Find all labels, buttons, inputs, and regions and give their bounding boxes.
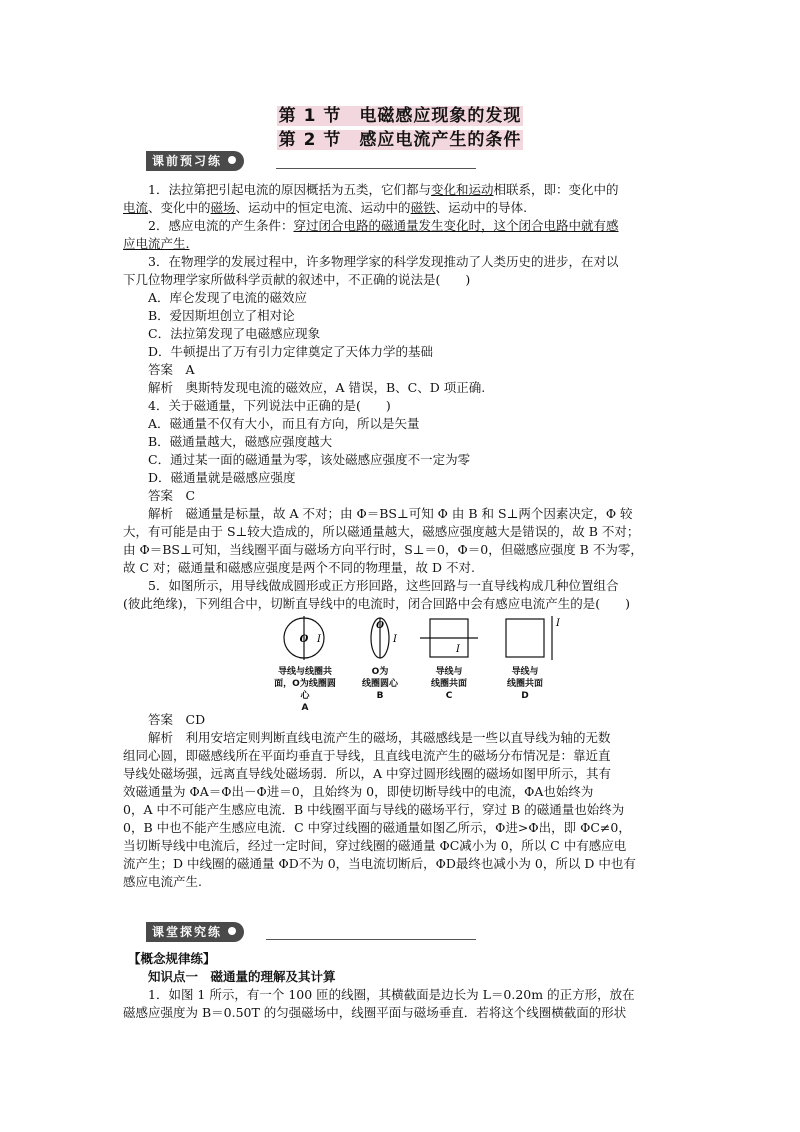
q4-analysis-1: 解析 磁通量是标量，故 A 不对；由 Φ＝BS⊥可知 Φ 由 B 和 S⊥两个因素决定，Φ 较 [148,506,633,521]
q5-analysis-3: 导线处磁场强，远离直导线处磁场弱．所以，A 中穿过圆形线圈的磁场如图甲所示，其有 [123,766,612,781]
explore-p1-line2: 磁感应强度为 B＝0.50T 的匀强磁场中，线圈平面与磁场垂直．若将这个线圈横截面的形状 [123,1005,627,1020]
section-label: 课堂探究练 [146,922,244,942]
section-banner-explore [146,922,476,944]
figure-b-center-label: O [376,621,384,631]
q5-answer: 答案 CD [148,712,206,727]
section-rule [276,168,476,169]
figure-a-center-label: O [299,634,309,645]
q3-analysis: 解析 奥斯特发现电流的磁效应，A 错误，B、C、D 项正确. [148,380,486,395]
q4-analysis-4: 故 C 对；磁通量和磁感应强度是两个不同的物理量，故 D 不对. [123,560,475,575]
q4-option-a: A．磁通量不仅有大小，而且有方向，所以是矢量 [148,416,420,431]
q5-figure [270,616,580,713]
q5-analysis-2: 组同心圆，即磁感线所在平面均垂直于导线，且直线电流产生的磁场分布情况是：靠近直 [123,748,611,763]
q3-option-b: B．爱因斯坦创立了相对论 [148,308,295,323]
figure-c-caption: 导线与 线圈共面 C [430,667,467,701]
q3-option-a: A．库仑发现了电流的磁效应 [148,290,308,305]
title-section-2: 第 2 节 感应电流产生的条件 [278,130,522,150]
q3-option-d: D．牛顿提出了万有引力定律奠定了天体力学的基础 [148,344,434,359]
q4-option-b: B．磁通量越大，磁感应强度越大 [148,434,333,449]
preview-p2-line1: 2．感应电流的产生条件：穿过闭合电路的磁通量发生变化时，这个闭合电路中就有感 [148,218,619,233]
q5-analysis-9: 感应电流产生. [123,874,202,889]
q3-option-c: C．法拉第发现了电磁感应现象 [148,326,321,341]
q5-analysis-7: 当切断导线中电流后，经过一定时间，穿过线圈的磁通量 ΦC减小为 0，所以 C 中有感应电 [123,838,627,853]
preview-p2-line2: 应电流产生. [123,236,190,251]
concept-heading: 【概念规律练】 [128,951,216,966]
figure-b-current-label: I [393,634,397,645]
q5-analysis-6: 0，B 中也不能产生感应电流．C 中穿过线圈的磁通量如图乙所示，Φ进>Φ出，即 ΦC≠0， [123,820,631,835]
q4-option-d: D．磁通量就是磁感应强度 [148,470,296,485]
q5-stem-2: (彼此绝缘)，下列组合中，切断直导线中的电流时，闭合回路中会有感应电流产生的是( ) [123,596,631,611]
explore-p1-line1: 1．如图 1 所示，有一个 100 匝的线圈，其横截面是边长为 L＝0.20m 的正方形，放在 [148,987,635,1002]
figure-a-caption: 导线与线圈共 面，O为线圈圆心 A [274,667,336,713]
q4-analysis-2: 大，有可能是由于 S⊥较大造成的，所以磁通量越大，磁感应强度越大是错误的，故 B 不对； [123,524,640,539]
preview-p1-line2: 电流、变化中的磁场、运动中的恒定电流、运动中的磁铁、运动中的导体. [123,200,528,215]
bullet-dot-icon [228,156,236,164]
bullet-dot-icon [228,927,236,935]
preview-p1-line1: 1．法拉第把引起电流的原因概括为五类，它们都与变化和运动相联系，即：变化中的 [148,182,619,197]
figure-a-current-label: I [317,634,321,645]
q5-analysis-5: 0，A 中不可能产生感应电流．B 中线圈平面与导线的磁场平行，穿过 B 的磁通量也始终为 [123,802,625,817]
q5-analysis-4: 效磁通量为 ΦA＝Φ出－Φ进＝0，且始终为 0，即使切断导线中的电流，ΦA也始终为 [123,784,594,799]
q4-stem: 4．关于磁通量，下列说法中正确的是( ) [148,398,391,413]
figure-c-current-label: I [456,644,460,655]
section-banner-preview [146,151,476,173]
section-label: 课前预习练 [146,151,244,171]
knowledge-point-heading: 知识点一 磁通量的理解及其计算 [148,969,336,984]
q4-analysis-3: 由 Φ＝BS⊥可知，当线圈平面与磁场方向平行时，S⊥＝0，Φ＝0，但磁感应强度 B 不为零， [123,542,643,557]
figure-c-diagram [420,619,478,657]
figure-b-caption: O为 线圈圆心 B [361,667,398,701]
figure-d-caption: 导线与 线圈共面 D [506,667,543,701]
figure-d-current-label: I [556,618,560,629]
q4-option-c: C．通过某一面的磁通量为零，该处磁感应强度不一定为零 [148,452,471,467]
figure-d-diagram [506,616,552,660]
q4-answer: 答案 C [148,488,196,503]
q3-stem-2: 下几位物理学家所做科学贡献的叙述中，不正确的说法是( ) [123,272,471,287]
q3-stem-1: 3．在物理学的发展过程中，许多物理学家的科学发现推动了人类历史的进步，在对以 [148,254,619,269]
title-section-1: 第 1 节 电磁感应现象的发现 [278,106,522,126]
q5-stem-1: 5．如图所示，用导线做成圆形或正方形回路，这些回路与一直导线构成几种位置组合 [148,578,619,593]
q5-analysis-1: 解析 利用安培定则判断直线电流产生的磁场，其磁感线是一些以直导线为轴的无数 [148,730,611,745]
q5-analysis-8: 流产生；D 中线圈的磁通量 ΦD不为 0，当电流切断后，ΦD最终也减小为 0，所以 D 中也有 [123,856,636,871]
q3-answer: 答案 A [148,362,195,377]
section-rule [266,939,476,940]
